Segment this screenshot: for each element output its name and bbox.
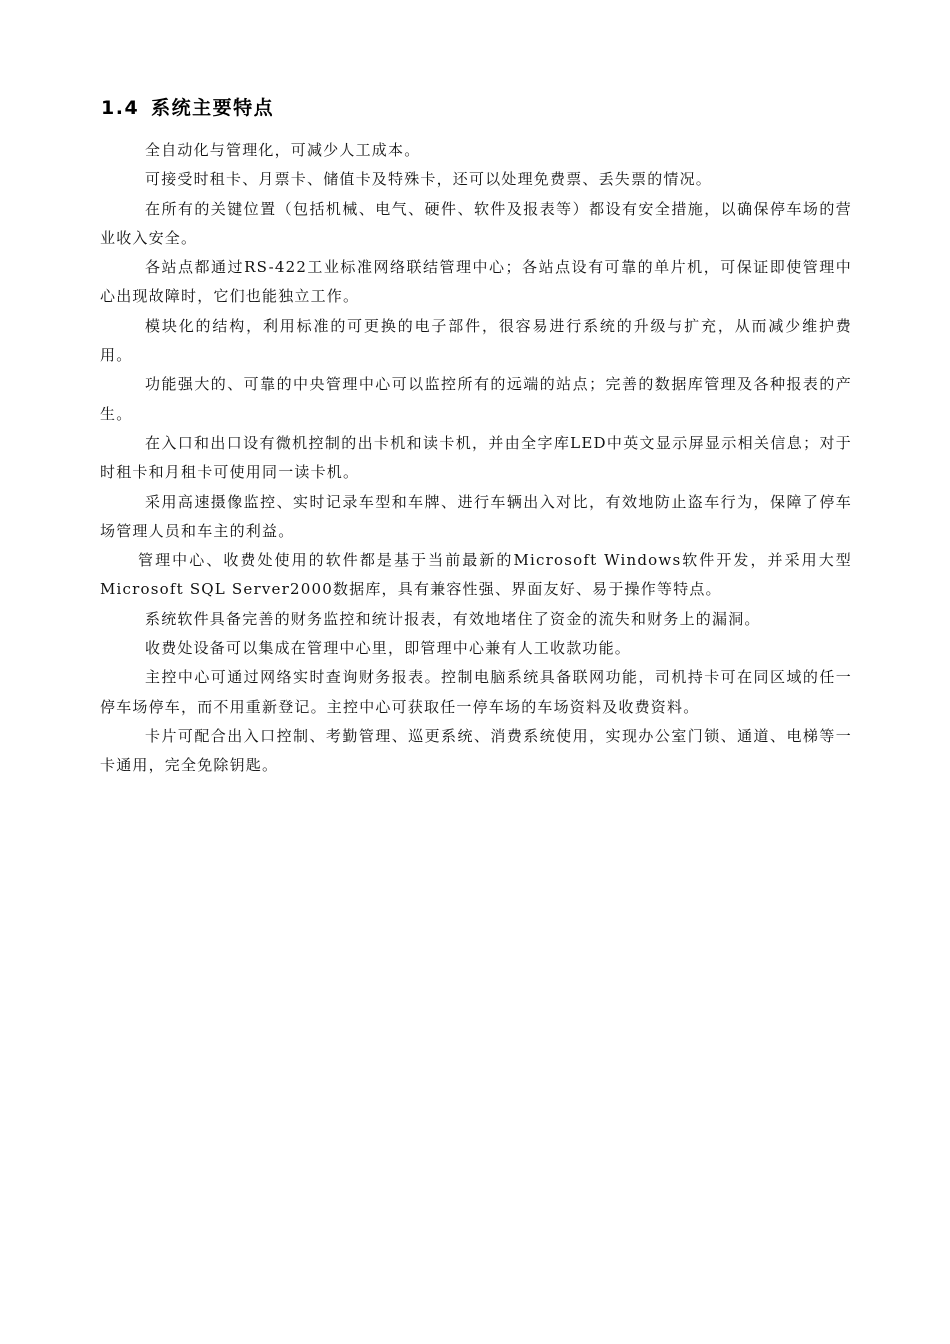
paragraph-automation: 全自动化与管理化，可减少人工成本。: [145, 141, 421, 159]
section-heading: [101, 93, 274, 123]
paragraph-network-stations: 各站点都通过RS-422工业标准网络联结管理中心；各站点设有可靠的单片机，可保证即使管理中心出现故障时，它们也能独立工作。: [100, 258, 852, 306]
section-title: 系统主要特点: [151, 97, 275, 119]
paragraph-central-management: 功能强大的、可靠的中央管理中心可以监控所有的远端的站点；完善的数据库管理及各种报表的产生。: [100, 375, 852, 423]
paragraph-software: 管理中心、收费处使用的软件都是基于当前最新的Microsoft Windows软件开发，并采用大型Microsoft SQL Server2000数据库，具有兼容性强、界面友好、易于操作等特点。: [100, 551, 852, 599]
paragraph-safety-measures: 在所有的关键位置（包括机械、电气、硬件、软件及报表等）都设有安全措施，以确保停车场的营业收入安全。: [100, 199, 852, 247]
paragraph-financial-reports: 系统软件具备完善的财务监控和统计报表，有效地堵住了资金的流失和财务上的漏洞。: [145, 609, 761, 628]
paragraph-one-card: 卡片可配合出入口控制、考勤管理、巡更系统、消费系统使用，实现办公室门锁、通道、电梯等一卡通用，完全免除钥匙。: [100, 726, 852, 775]
section-number: 1.4: [101, 97, 140, 119]
paragraph-card-types: 可接受时租卡、月票卡、储值卡及特殊卡，还可以处理免费票、丢失票的情况。: [145, 170, 713, 189]
paragraph-toll-equipment: 收费处设备可以集成在管理中心里，即管理中心兼有人工收款功能。: [145, 639, 632, 658]
paragraph-card-readers: 在入口和出口设有微机控制的出卡机和读卡机，并由全字库LED中英文显示屏显示相关信息；对于时租卡和月租卡可使用同一读卡机。: [100, 433, 852, 482]
section-body: [100, 136, 852, 781]
paragraph-modular-structure: 模块化的结构，利用标准的可更换的电子部件，很容易进行系统的升级与扩充，从而减少维护费用。: [100, 316, 852, 365]
paragraph-camera-monitoring: 采用高速摄像监控、实时记录车型和车牌、进行车辆出入对比，有效地防止盗车行为，保障了停车场管理人员和车主的利益。: [100, 492, 852, 540]
paragraph-networked-control: 主控中心可通过网络实时查询财务报表。控制电脑系统具备联网功能，司机持卡可在同区域的任一停车场停车，而不用重新登记。主控中心可获取任一停车场的车场资料及收费资料。: [100, 668, 852, 716]
